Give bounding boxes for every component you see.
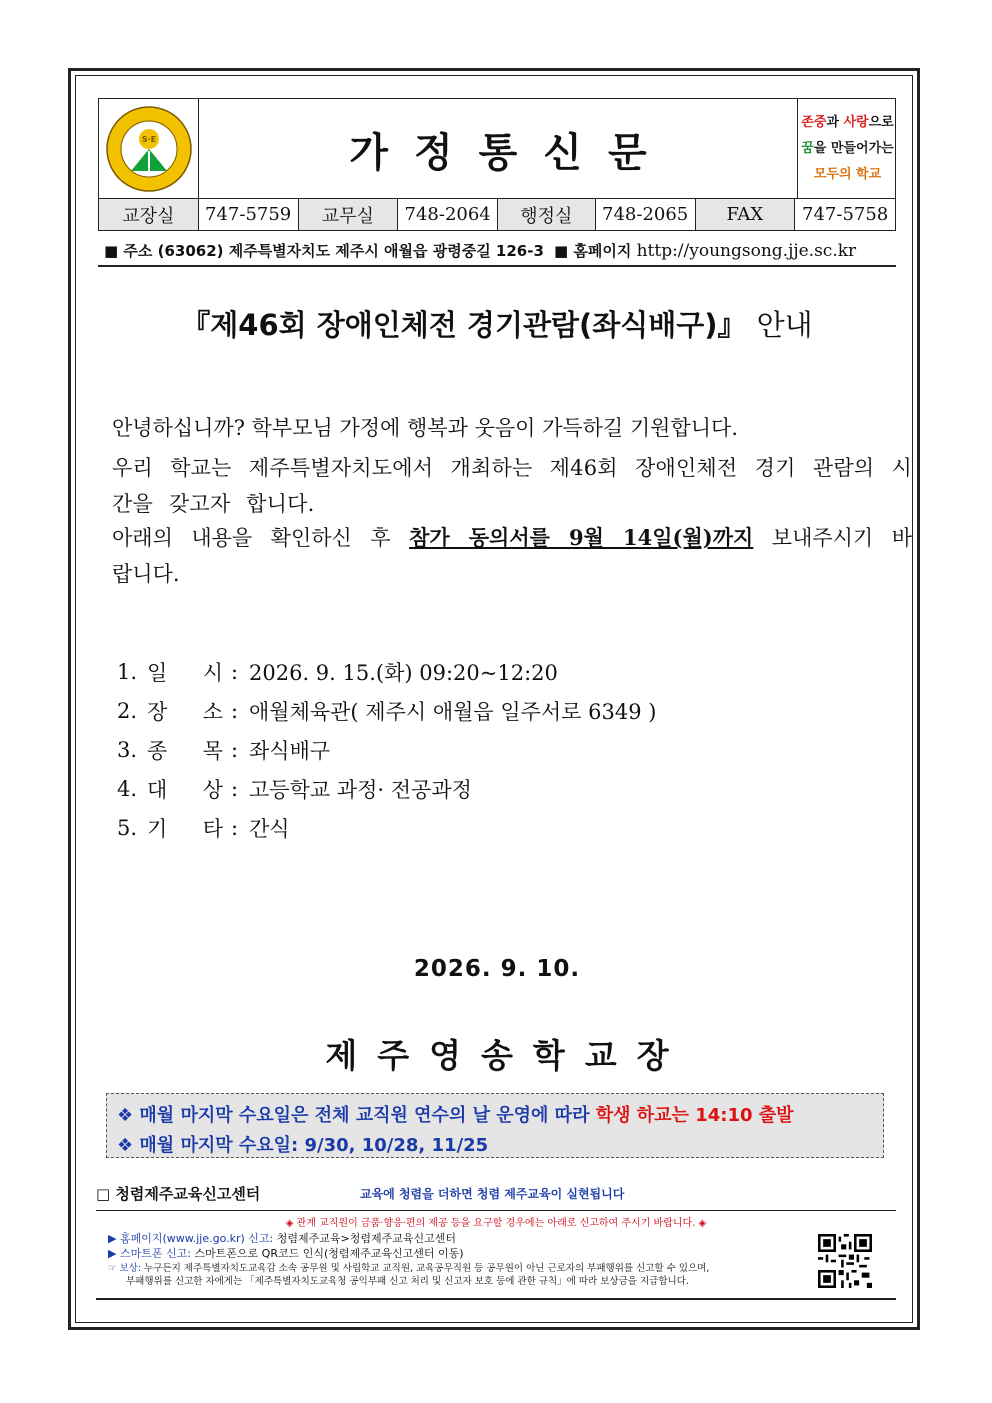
slogan-word-respect: 존중 — [801, 115, 827, 130]
detail-key-char: 상 — [202, 777, 223, 802]
detail-event — [117, 730, 657, 769]
newsletter-title: 가정통신문 — [349, 128, 673, 176]
address-row — [98, 231, 896, 267]
notice-dismissal-time: 학생 하교는 14:10 출발 — [595, 1105, 794, 1126]
phone-label: FAX — [696, 199, 796, 230]
principal-signature: 제주영송학교장 — [325, 1036, 689, 1075]
detail-key — [147, 657, 231, 687]
document-title-tail: 안내 — [756, 308, 813, 342]
report-smartphone-text: 스마트폰으로 QR코드 인식(청렴제주교육신고센터 이동) — [194, 1247, 464, 1260]
detail-number: 4. — [117, 776, 138, 801]
slogan-word-dream: 꿈 — [801, 141, 814, 156]
detail-value: 애월체육관( 제주시 애월읍 일주서로 6349 ) — [249, 699, 657, 724]
detail-key-char: 기 — [147, 816, 168, 841]
request-paragraph — [96, 520, 912, 592]
detail-key-char: 소 — [202, 699, 223, 724]
notice-line-1 — [117, 1101, 794, 1127]
report-smartphone — [108, 1247, 464, 1261]
report-reward-detail: 부패행위를 신고한 자에게는 「제주특별자치도교육청 공익부패 신고 처리 및 신고자 보호 등에 관한 규칙」에 따라 보상금을 지급합니다. — [126, 1276, 689, 1287]
detail-value: 2026. 9. 15.(화) 09:20~12:20 — [249, 660, 558, 685]
detail-colon: : — [231, 815, 239, 840]
detail-other — [117, 808, 657, 847]
homepage-link[interactable]: http://youngsong.jje.sc.kr — [636, 241, 857, 261]
detail-colon: : — [231, 698, 239, 723]
detail-number: 1. — [117, 659, 138, 684]
detail-colon: : — [231, 776, 239, 801]
report-center-slogan: 교육에 청렴을 더하면 청렴 제주교육이 실현됩니다 — [360, 1187, 625, 1201]
detail-place — [117, 691, 657, 730]
school-logo — [99, 99, 199, 199]
detail-key — [147, 696, 231, 726]
report-homepage-path: 청렴제주교육>청렴제주교육신고센터 — [276, 1232, 456, 1245]
phone-number: 747-5758 — [802, 204, 889, 225]
integrity-report-center — [96, 1180, 896, 1300]
slogan-text: 과 — [826, 115, 844, 130]
detail-value: 고등학교 과정· 전공과정 — [249, 777, 472, 802]
newsletter-header — [98, 98, 896, 198]
phone-number: 748-2065 — [596, 199, 696, 230]
report-reward — [108, 1262, 709, 1276]
request-text: 아래의 내용을 확인하신 후 — [112, 526, 410, 550]
detail-colon: : — [231, 659, 239, 684]
detail-key — [147, 813, 231, 843]
notice-text: ❖ 매월 마지막 수요일은 전체 교직원 연수의 날 운영에 따라 — [117, 1105, 596, 1126]
detail-key-char: 일 — [147, 660, 168, 685]
divider — [96, 1210, 896, 1211]
phone-label: 교무실 — [299, 199, 399, 230]
detail-key-char: 장 — [147, 699, 168, 724]
document-title — [98, 303, 896, 344]
homepage — [554, 240, 856, 261]
detail-key-char: 목 — [202, 738, 223, 763]
school-address: ■ 주소 (63062) 제주특별자치도 제주시 애월읍 광령중길 126-3 — [104, 242, 544, 260]
detail-colon: : — [231, 737, 239, 762]
detail-key-char: 종 — [147, 738, 168, 763]
event-details — [117, 652, 657, 847]
phone-number: 748-2064 — [398, 199, 498, 230]
slogan-word-love: 사랑 — [843, 115, 869, 130]
report-warning: ◈ 관계 교직원이 금품·향응·편의 제공 등을 요구할 경우에는 아래로 신고하여 주시기 바랍니다. ◈ — [285, 1218, 707, 1229]
phone-directory — [98, 198, 896, 231]
report-reward-label: ☞ 보상: — [108, 1263, 145, 1274]
detail-key — [147, 774, 231, 804]
greeting-paragraph: 안녕하십니까? 학부모님 가정에 행복과 웃음이 가득하길 기원합니다. — [112, 416, 738, 440]
intro-paragraph: 우리 학교는 제주특별자치도에서 개최하는 제46회 장애인체전 경기 관람의 시간을 갖고자 합니다. — [112, 456, 912, 516]
detail-date — [117, 652, 657, 691]
phone-number: 747-5759 — [199, 199, 299, 230]
qr-code-icon[interactable] — [818, 1234, 872, 1288]
detail-key-char: 대 — [147, 777, 168, 802]
document-title-main: 『제46회 장애인체전 경기관람(좌식배구)』 — [181, 308, 747, 342]
detail-value: 간식 — [249, 816, 290, 841]
school-slogan — [797, 99, 897, 199]
homepage-label: ■ 홈페이지 — [554, 242, 637, 260]
detail-number: 2. — [117, 698, 138, 723]
detail-number: 5. — [117, 815, 138, 840]
detail-value: 좌식배구 — [249, 738, 331, 763]
report-homepage — [108, 1232, 456, 1246]
logo-text: S·E — [141, 135, 156, 144]
slogan-text: 을 만들어가는 — [813, 141, 894, 156]
notice-line-2: ❖ 매월 마지막 수요일: 9/30, 10/28, 11/25 — [117, 1135, 489, 1156]
report-smartphone-label: ▶ 스마트폰 신고: — [108, 1247, 195, 1260]
report-reward-text: 누구든지 제주특별자치도교육감 소속 공무원 및 사립학교 교직원, 교육공무직원 등 공무원이 아닌 근로자의 부패행위를 신고할 수 있으며, — [144, 1263, 710, 1274]
newsletter-title-cell — [199, 99, 797, 199]
detail-key-char: 타 — [202, 816, 223, 841]
consent-deadline: 참가 동의서를 9월 14일(월)까지 — [409, 525, 754, 550]
request-text: 보내주시기 바랍니다. — [112, 526, 912, 586]
phone-label: 교장실 — [99, 199, 199, 230]
school-emblem-icon — [105, 105, 193, 193]
issue-date: 2026. 9. 10. — [413, 956, 581, 982]
report-homepage-link[interactable]: ▶ 홈페이지(www.jje.go.kr) 신고: — [108, 1232, 277, 1245]
detail-key-char: 시 — [202, 660, 223, 685]
slogan-school: 모두의 학교 — [813, 167, 882, 182]
detail-key — [147, 735, 231, 765]
detail-target — [117, 769, 657, 808]
dismissal-notice — [106, 1093, 884, 1158]
phone-label: 행정실 — [498, 199, 596, 230]
slogan-text: 으로 — [868, 115, 894, 130]
report-center-heading: □ 청렴제주교육신고센터 — [96, 1185, 261, 1203]
detail-number: 3. — [117, 737, 138, 762]
